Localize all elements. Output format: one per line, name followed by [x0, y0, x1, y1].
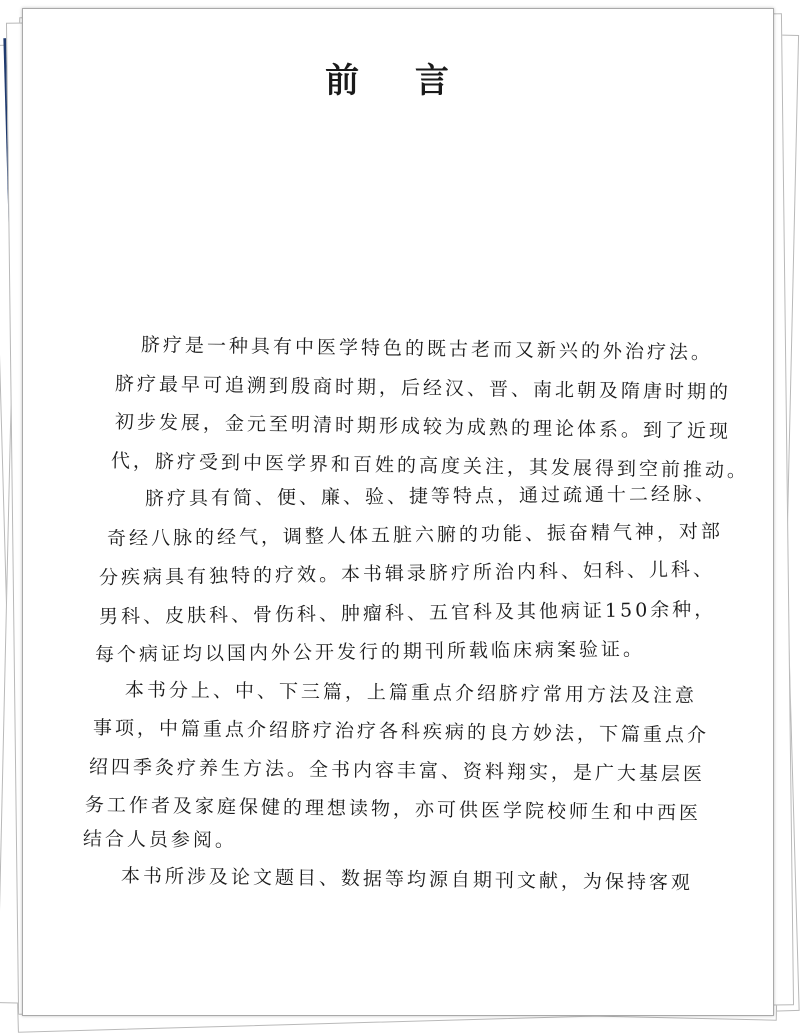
text-line: 事项，中篇重点介绍脐疗治疗各科疾病的良方妙法，下篇重点介 — [92, 717, 710, 747]
text-line: 结合人员参阅。 — [82, 828, 238, 852]
text-line: 每个病证均以国内外公开发行的期刊所载临床病案验证。 — [94, 638, 646, 666]
text-line: 务工作者及家庭保健的理想读物，亦可供医学院校师生和中西医 — [84, 794, 702, 825]
text-line: 代，脐疗受到中医学界和百姓的高度关注，其发展得到空前推动。 — [110, 450, 750, 483]
text-line: 奇经八脉的经气，调整人体五脏六腑的功能、振奋精气神，对部 — [106, 520, 724, 550]
text-line: 本书所涉及论文题目、数据等均源自期刊文献，为保持客观 — [120, 865, 694, 894]
text-line: 初步发展，金元至明清时期形成较为成熟的理论体系。到了近现 — [114, 411, 732, 443]
preface-page — [22, 8, 774, 1016]
text-line: 绍四季灸疗养生方法。全书内容丰富、资料翔实，是广大基层医 — [88, 756, 706, 786]
text-line: 本书分上、中、下三篇，上篇重点介绍脐疗常用方法及注意 — [124, 679, 698, 707]
text-line: 分疾病具有独特的疗效。本书辑录脐疗所治内科、妇科、儿科、 — [98, 558, 716, 589]
text-line: 男科、皮肤科、骨伤科、肿瘤科、五官科及其他病证150余种， — [98, 598, 717, 628]
page-title: 前 言 — [325, 61, 471, 101]
text-line: 脐疗最早可追溯到殷商时期，后经汉、晋、南北朝及隋唐时期的 — [114, 373, 732, 404]
text-line: 脐疗具有简、便、廉、验、捷等特点，通过疏通十二经脉、 — [144, 483, 718, 510]
text-line: 脐疗是一种具有中医学特色的既古老而又新兴的外治疗法。 — [140, 334, 714, 364]
